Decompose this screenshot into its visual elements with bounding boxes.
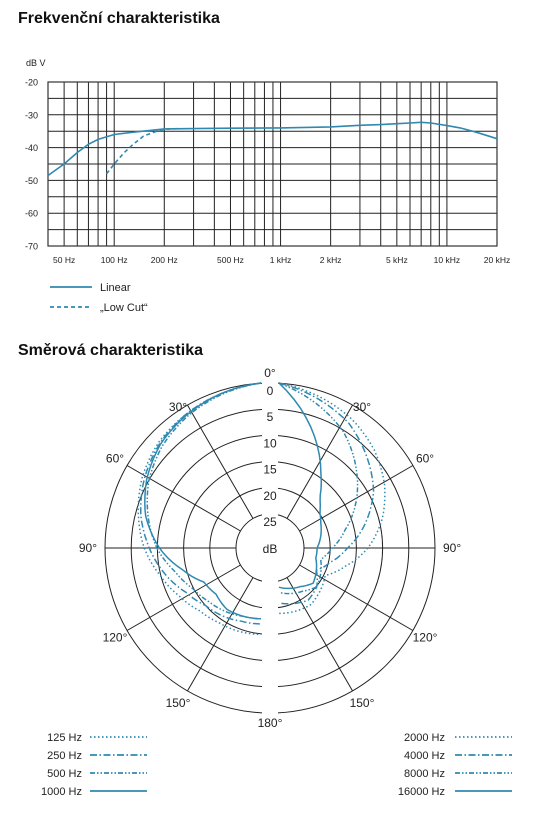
x-tick-label: 10 kHz (433, 255, 461, 265)
y-axis-unit-label: dB V (26, 58, 46, 68)
y-tick-label: -30 (24, 110, 38, 121)
polar-legend-label: 1000 Hz (41, 786, 82, 798)
x-tick-label: 500 Hz (217, 255, 244, 265)
angle-label: 60° (415, 451, 435, 466)
x-tick-label: 100 Hz (100, 255, 128, 265)
x-tick-label: 1 kHz (269, 255, 292, 265)
radial-tick-label: 10 (263, 436, 277, 451)
angle-label: 120° (102, 630, 128, 645)
polar-curve-1000hz (145, 383, 261, 619)
y-tick-label: -40 (24, 143, 38, 154)
radial-tick-label: 15 (263, 462, 277, 477)
angle-label: 0° (264, 366, 276, 380)
angle-label: 120° (412, 630, 438, 645)
frequency-section-title: Frekvenční charakteristika (18, 10, 220, 27)
radial-tick-label: 25 (263, 515, 277, 529)
x-tick-label: 20 kHz (483, 255, 511, 265)
legend-label: Linear (100, 282, 131, 294)
polar-unit-label: dB (262, 542, 278, 556)
x-tick-label: 50 Hz (53, 255, 76, 265)
angle-label: 60° (105, 451, 125, 466)
polar-legend-label: 4000 Hz (404, 750, 445, 762)
polar-legend-label: 2000 Hz (404, 732, 445, 744)
y-tick-label: -60 (24, 208, 38, 219)
polar-legend-label: 16000 Hz (397, 786, 445, 798)
angle-label: 150° (349, 696, 375, 710)
polar-curve-125hz (138, 383, 261, 634)
x-tick-label: 2 kHz (319, 255, 342, 265)
x-tick-label: 5 kHz (385, 255, 408, 265)
polar-legend-label: 250 Hz (47, 750, 82, 762)
angle-label: 180° (257, 716, 283, 730)
angle-label: 30° (168, 400, 188, 414)
polar-legend-label: 8000 Hz (404, 768, 445, 780)
angle-label: 90° (78, 541, 97, 555)
angle-label: 30° (352, 400, 372, 414)
radial-tick-label: 5 (266, 410, 274, 425)
radial-tick-label: 0 (266, 384, 274, 398)
polar-legend-label: 125 Hz (47, 732, 82, 744)
radial-tick-label: 20 (263, 488, 277, 503)
angle-label: 90° (443, 541, 462, 555)
legend-label: „Low Cut“ (100, 302, 148, 314)
y-tick-label: -50 (24, 175, 38, 186)
polar-section-title: Směrová charakteristika (18, 342, 203, 359)
polar-legend-label: 500 Hz (47, 768, 82, 780)
y-tick-label: -70 (24, 241, 38, 252)
y-tick-label: -20 (24, 77, 38, 88)
angle-label: 150° (165, 696, 191, 710)
x-tick-label: 200 Hz (150, 255, 178, 265)
